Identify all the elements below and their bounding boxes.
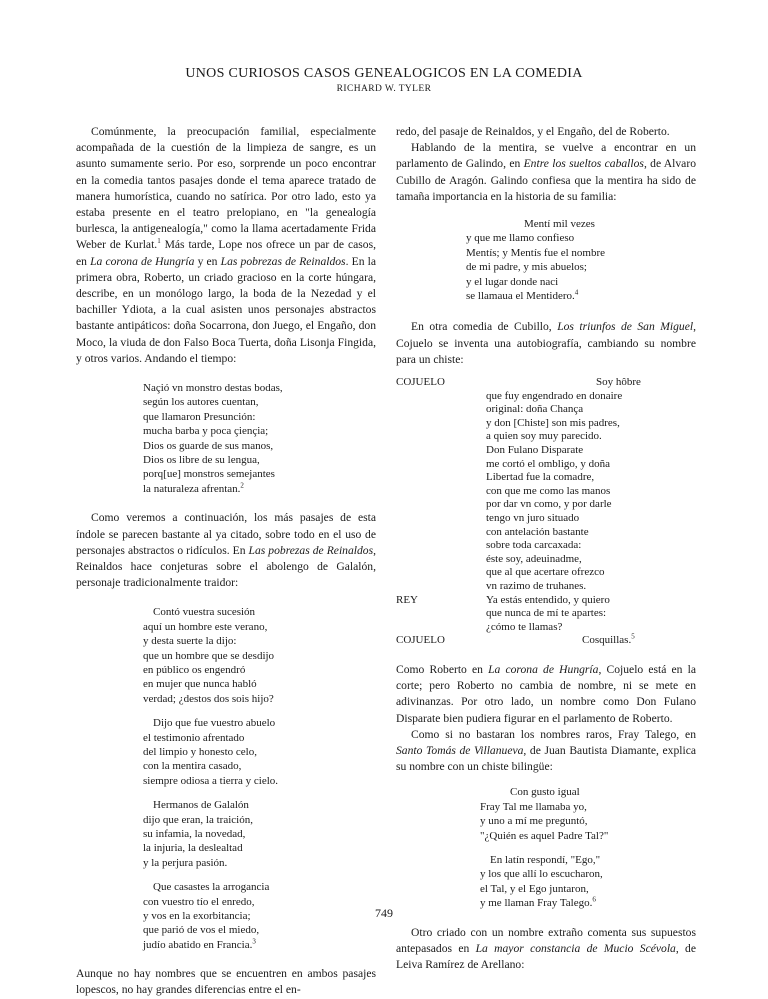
verse-line: Dios os guarde de sus manos, <box>143 439 274 452</box>
page-number: 749 <box>375 906 393 920</box>
speaker-blank <box>396 526 486 540</box>
article-title: UNOS CURIOSOS CASOS GENEALOGICOS EN LA COMEDIA <box>185 66 583 81</box>
dialogue-line: con que me como las manos <box>486 484 611 497</box>
verse-line: aquí un hombre este verano, <box>143 620 268 633</box>
dialogue-quote <box>396 376 696 648</box>
dialogue-line: que al que acertare ofrezco <box>486 566 605 579</box>
dialogue-line: que fuy engendrado en donaire <box>486 389 623 402</box>
verse-line: dijo que eran, la traición, <box>143 813 253 826</box>
verse-line: Fray Tal me llamaba yo, <box>480 800 587 813</box>
verse-line: con la mentira casado, <box>143 760 242 773</box>
verse-line: con vuestro tío el enredo, <box>143 895 255 908</box>
dialogue-line: Libertad fue la comadre, <box>486 471 595 484</box>
verse-line: Dios os libre de su lengua, <box>143 454 260 467</box>
footnote-ref: 2 <box>240 481 244 490</box>
verse-line: verdad; ¿destos dos sois hijo? <box>143 692 274 705</box>
verse-stanza <box>480 853 696 911</box>
verse-line: Dijo que fue vuestro abuelo <box>153 717 276 730</box>
dialogue-line: y don [Chiste] son mis padres, <box>486 416 620 429</box>
paragraph: redo, del pasaje de Reinaldos, y el Engaño, del de Roberto. <box>396 125 670 138</box>
speaker-blank <box>396 512 486 526</box>
verse-stanza <box>143 605 376 706</box>
speaker-name: REY <box>396 593 418 606</box>
verse-stanza <box>480 785 696 843</box>
paragraph: Como Roberto en La corona de Hungría, Cojuelo está en la corte; pero Roberto no cambia de nombre, ni se mete en adivinanzas. Por otro lado, un nombre como Don Fulano Disparate bien pudiera figurar en el parlamento de Roberto. <box>396 662 696 725</box>
speaker-blank <box>396 498 486 512</box>
footnote-ref: 4 <box>574 288 579 297</box>
dialogue-line: por dar vn como, y por darle <box>486 498 612 511</box>
dialogue-line: Don Fulano Disparate <box>486 444 584 457</box>
verse-line: y me llaman Fray Talego.$^6$ <box>480 895 596 910</box>
dialogue-line: me cortó el ombligo, y doña <box>486 457 611 470</box>
paragraph: En otra comedia de Cubillo, Los triunfos de San Miguel, Cojuelo se inventa una autobiografía, cambiando su nombre para un chiste: <box>396 320 697 366</box>
speaker-blank <box>396 430 486 444</box>
verse-line: Contó vuestra sucesión <box>153 606 256 619</box>
verse-line: su infamia, la novedad, <box>143 828 246 840</box>
verse-line: la injuria, la deslealtad <box>143 842 243 855</box>
dialogue-line: ¿cómo te llamas? <box>486 620 563 633</box>
dialogue-line: Ya estás entendido, y quiero <box>486 593 610 606</box>
verse-line: mucha barba y poca çiençia; <box>143 425 269 438</box>
paragraph: Comúnmente, la preocupación familial, especialmente acompañada de la cuestión de la limpieza de sangre, es un asunto sumamente serio. Por eso, sorprende un poco encontrar en la comedia tantos pasajes donde el tema aparece tratado de manera humorística, cuando no satírica. Por otro lado, esto ya estaba presente en el teatro prelopiano, en "la genealogía burlesca, la antigenealogía," como la llama acertadamente Frida Weber de Kurlat.$^1$ Más tarde, Lope nos ofrece un par de casos, en La corona de Hungría y en Las pobrezas de Reinaldos. En la primera obra, Roberto, un criado gracioso en la corte húngara, describe, en un monólogo largo, la boda de la Nezedad y el bachiller Ydiota, a la cual asisten unos personajes abstractos bastante antipáticos: doña Socarrona, don Juego, el Engaño, don Moco, la viuda de don Falso Boca Tuerta, doña Lisonja Fingida, y otros varios. Andando el tiempo: <box>76 125 377 365</box>
verse-quote <box>466 217 696 303</box>
verse-stanza <box>143 381 376 496</box>
verse-line: y el lugar donde naci <box>466 275 559 288</box>
dialogue-line: tengo vn juro situado <box>486 512 580 524</box>
verse-line: en público os engendró <box>143 663 246 676</box>
speaker-blank <box>396 403 486 417</box>
dialogue-line: éste soy, adeuinadme, <box>486 552 582 565</box>
speaker-blank <box>396 471 486 485</box>
verse-line: y que me llamo confieso <box>466 232 575 245</box>
dialogue-line: vn razimo de truhanes. <box>486 579 587 592</box>
speaker-blank <box>396 390 486 404</box>
verse-line: que un hombre que se desdijo <box>143 649 275 662</box>
verse-line: Naçió vn monstro destas bodas, <box>143 382 283 395</box>
speaker-name: COJUELO <box>396 376 445 389</box>
speaker-blank <box>396 553 486 567</box>
footnote-ref: 6 <box>592 895 596 904</box>
paragraph: Otro criado con un nombre extraño comenta sus supuestos antepasados en La mayor constancia de Mucio Scévola, de Leiva Ramírez de Arellano: <box>396 925 696 972</box>
speaker-blank <box>396 580 486 594</box>
dialogue-line: sobre toda carcaxada: <box>486 539 582 552</box>
verse-stanza <box>143 798 376 870</box>
paragraph: Hablando de la mentira, se vuelve a encontrar en un parlamento de Galindo, en Entre los sueltos caballos, de Alvaro Cubillo de Aragón. Galindo confiesa que la mentira ha sido de tamaña importancia en la historia de su familia: <box>396 141 696 203</box>
verse-line: y los que allí lo escucharon, <box>480 868 603 881</box>
footnote-ref: 1 <box>157 237 161 246</box>
dialogue-line: Cosquillas.$^5$ <box>582 632 635 647</box>
verse-line: según los autores cuentan, <box>143 396 259 409</box>
verse-stanza <box>143 716 376 788</box>
verse-quote <box>143 605 376 952</box>
verse-line: siempre odiosa a tierra y cielo. <box>143 774 279 787</box>
speaker-blank <box>396 444 486 458</box>
verse-line: Que casastes la arrogancia <box>153 881 270 894</box>
verse-line: en mujer que nunca habló <box>143 678 257 691</box>
verse-quote <box>480 785 696 910</box>
verse-line: del limpio y honesto celo, <box>143 745 257 758</box>
verse-line: Hermanos de Galalón <box>153 799 249 812</box>
speaker-blank <box>396 621 486 635</box>
dialogue-line: original: doña Chança <box>486 403 584 416</box>
verse-line: el testimonio afrentado <box>143 731 245 744</box>
verse-line: de mi padre, y mis abuelos; <box>466 261 587 274</box>
verse-line: que parió de vos el miedo, <box>143 924 260 937</box>
verse-line: judío abatido en Francia.$^3$ <box>143 937 256 951</box>
speaker-blank <box>396 539 486 553</box>
verse-line: y la perjura pasión. <box>143 856 228 869</box>
verse-stanza <box>466 217 696 303</box>
verse-line: se llamaua el Mentidero.$^4$ <box>466 288 579 303</box>
speaker-blank <box>396 607 486 621</box>
footnote-ref: 5 <box>631 632 635 641</box>
verse-line: la naturaleza afrentan.$^2$ <box>143 481 244 495</box>
dialogue-line: que nunca de mí te apartes: <box>486 607 607 620</box>
verse-quote <box>143 381 376 496</box>
dialogue-line: Soy hôbre <box>596 376 641 389</box>
verse-line: que llamaron Presunción: <box>143 410 256 423</box>
verse-line: el Tal, y el Ego juntaron, <box>480 882 589 895</box>
speaker-name: COJUELO <box>396 634 445 647</box>
dialogue-line: a quien soy muy parecido. <box>486 430 602 443</box>
paragraph: Como si no bastaran los nombres raros, Fray Talego, en Santo Tomás de Villanueva, de Juan Bautista Diamante, explica su nombre con un chiste bilingüe: <box>396 727 696 774</box>
paragraph: Aunque no hay nombres que se encuentren en ambos pasajes lopescos, no hay grandes diferencias entre el en- <box>76 967 376 997</box>
verse-line: Mentís; y Mentís fue el nombre <box>466 246 606 259</box>
verse-line: y vos en la exorbitancia; <box>143 910 251 923</box>
paragraph: Como veremos a continuación, los más pasajes de esta índole se parecen bastante al ya citado, sobre todo en el uso de personajes abstractos o ridículos. En Las pobrezas de Reinaldos, Reinaldos hace conjeturas sobre el abolengo de Galalón, personaje tradicionalmente traidor: <box>76 511 376 590</box>
dialogue-line: con antelación bastante <box>486 525 589 538</box>
speaker-blank <box>396 458 486 472</box>
speaker-blank <box>396 566 486 580</box>
verse-line: y uno a mí me preguntó, <box>480 815 588 828</box>
verse-line: porq[ue] monstros semejantes <box>143 468 275 481</box>
right-column <box>396 124 696 973</box>
footnote-ref: 3 <box>252 937 256 946</box>
speaker-blank <box>396 485 486 499</box>
verse-line: "¿Quién es aquel Padre Tal?" <box>480 829 609 842</box>
speaker-blank <box>396 417 486 431</box>
left-column <box>76 124 376 999</box>
verse-line: y desta suerte la dijo: <box>143 635 237 648</box>
article-author: RICHARD W. TYLER <box>336 84 432 94</box>
verse-line: Con gusto igual <box>510 786 580 799</box>
verse-line: En latín respondí, "Ego," <box>490 853 601 866</box>
verse-line: Mentí mil vezes <box>524 218 595 231</box>
